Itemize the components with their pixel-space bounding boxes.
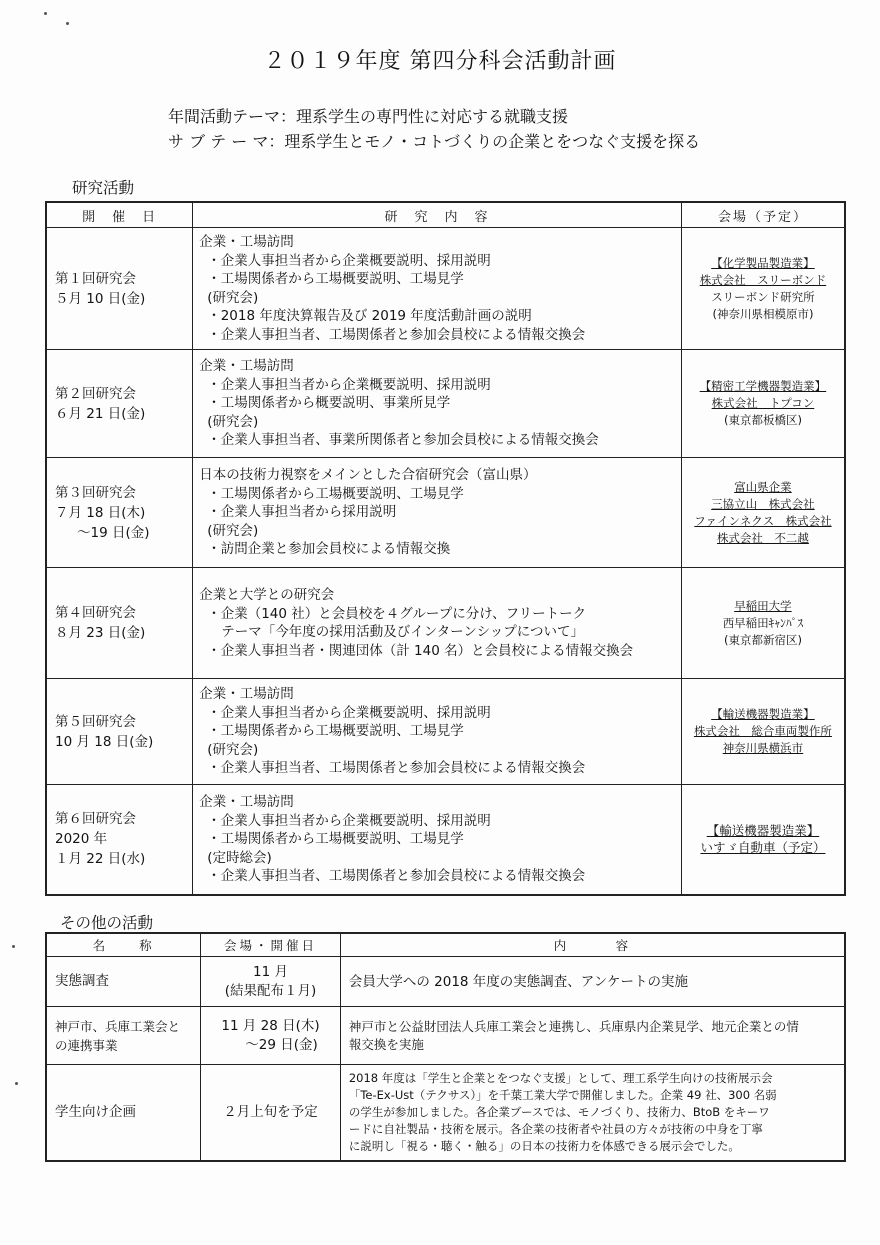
themes-block <box>168 104 700 154</box>
table-row <box>46 957 845 1007</box>
activity-description: 会員大学への 2018 年度の実態調査、アンケートの実施 <box>340 957 845 1007</box>
meeting-date: 第１回研究会 ５月 10 日(金) <box>46 228 193 350</box>
table-row <box>46 568 845 679</box>
page-title: ２０１９年度 第四分科会活動計画 <box>263 49 617 74</box>
meeting-date: 第３回研究会 ７月 18 日(木) ～19 日(金) <box>46 458 193 568</box>
meeting-venue: 【精密工学機器製造業】 株式会社 トプコン (東京都板橋区) <box>681 350 845 458</box>
meeting-date: 第２回研究会 ６月 21 日(金) <box>46 350 193 458</box>
meeting-content: 企業・工場訪問 ・企業人事担当者から企業概要説明、採用説明 ・工場関係者から工場概要説明、工場見学 (定時総会) ・企業人事担当者、工場関係者と参加会員校による情報交換会 <box>193 785 682 895</box>
meeting-venue: 富山県企業 三協立山 株式会社 ファインネクス 株式会社 株式会社 不二越 <box>681 458 845 568</box>
header-content: 研 究 内 容 <box>193 202 682 228</box>
research-table <box>45 201 846 896</box>
other-header-row <box>46 933 845 957</box>
meeting-venue: 早稲田大学 西早稲田ｷｬﾝﾊﾟｽ (東京都新宿区) <box>681 568 845 679</box>
meeting-date: 第４回研究会 ８月 23 日(金) <box>46 568 193 679</box>
table-row <box>46 228 845 350</box>
header-date: 開 催 日 <box>46 202 193 228</box>
meeting-content: 企業と大学との研究会 ・企業（140 社）と会員校を４グループに分け、フリートーク テーマ「今年度の採用活動及びインターンシップについて」 ・企業人事担当者・関連団体（計 140 名）と会員校による情報交換会 <box>193 568 682 679</box>
header-venue-date: 会場・開催日 <box>201 933 341 957</box>
sub-theme: サ ブ テ ー マ：理系学生とモノ・コトづくりの企業とをつなぐ支援を探る <box>168 132 701 151</box>
meeting-content: 日本の技術力視察をメインとした合宿研究会（富山県） ・工場関係者から工場概要説明、工場見学 ・企業人事担当者から採用説明 (研究会) ・訪問企業と参加会員校による情報交換 <box>193 458 682 568</box>
header-name: 名 称 <box>46 933 201 957</box>
table-row <box>46 458 845 568</box>
activity-name: 実態調査 <box>46 957 201 1007</box>
activity-venue-date: ２月上旬を予定 <box>201 1065 341 1161</box>
other-section-label: その他の活動 <box>60 914 154 932</box>
activity-venue-date: 11 月 28 日(木) ～29 日(金) <box>201 1007 341 1065</box>
activity-description: 神戸市と公益財団法人兵庫工業会と連携し、兵庫県内企業見学、地元企業との情 報交換を実施 <box>340 1007 845 1065</box>
other-activities-table <box>45 932 846 1162</box>
table-row <box>46 679 845 785</box>
scan-speck <box>12 945 15 948</box>
activity-venue-date: 11 月 (結果配布１月) <box>201 957 341 1007</box>
meeting-content: 企業・工場訪問 ・企業人事担当者から企業概要説明、採用説明 ・工場関係者から工場概要説明、工場見学 (研究会) ・企業人事担当者、工場関係者と参加会員校による情報交換会 <box>193 679 682 785</box>
meeting-content: 企業・工場訪問 ・企業人事担当者から企業概要説明、採用説明 ・工場関係者から概要説明、事業所見学 (研究会) ・企業人事担当者、事業所関係者と参加会員校による情報交換会 <box>193 350 682 458</box>
table-row <box>46 785 845 895</box>
research-header-row <box>46 202 845 228</box>
meeting-date: 第６回研究会 2020 年 １月 22 日(水) <box>46 785 193 895</box>
meeting-content: 企業・工場訪問 ・企業人事担当者から企業概要説明、採用説明 ・工場関係者から工場概要説明、工場見学 (研究会) ・2018 年度決算報告及び 2019 年度活動計画の説明 ・企業人事担当者、工場関係者と参加会員校による情報交換会 <box>193 228 682 350</box>
table-row <box>46 1065 845 1161</box>
table-row <box>46 350 845 458</box>
annual-theme: 年間活動テーマ：理系学生の専門性に対応する就職支援 <box>168 107 569 126</box>
header-description: 内 容 <box>340 933 845 957</box>
activity-name: 学生向け企画 <box>46 1065 201 1161</box>
research-section-label: 研究活動 <box>72 179 135 197</box>
scan-speck <box>15 1082 18 1085</box>
meeting-venue: 【輸送機器製造業】 株式会社 総合車両製作所 神奈川県横浜市 <box>681 679 845 785</box>
meeting-venue: 【輸送機器製造業】 いすゞ自動車（予定） <box>681 785 845 895</box>
header-venue: 会場（予定） <box>681 202 845 228</box>
scan-speck <box>66 22 69 25</box>
activity-name: 神戸市、兵庫工業会と の連携事業 <box>46 1007 201 1065</box>
activity-description: 2018 年度は「学生と企業とをつなぐ支援」として、理工系学生向けの技術展示会 「Te-Ex-Ust（テクサス）」を千葉工業大学で開催しました。企業 49 社、300 名弱 の学生が参加しました。各企業ブースでは、モノづくり、技術力、BtoB をキーワ ードに自社製品・技術を展示。各企業の技術者や社員の方々が技術の中身を丁寧 に説明し「視る・聴く・触る」の日本の技術力を体感できる展示会でした。 <box>340 1065 845 1161</box>
meeting-date: 第５回研究会 10 月 18 日(金) <box>46 679 193 785</box>
scan-speck <box>44 12 47 15</box>
meeting-venue: 【化学製品製造業】 株式会社 スリーボンド スリーボンド研究所 (神奈川県相模原市) <box>681 228 845 350</box>
table-row <box>46 1007 845 1065</box>
